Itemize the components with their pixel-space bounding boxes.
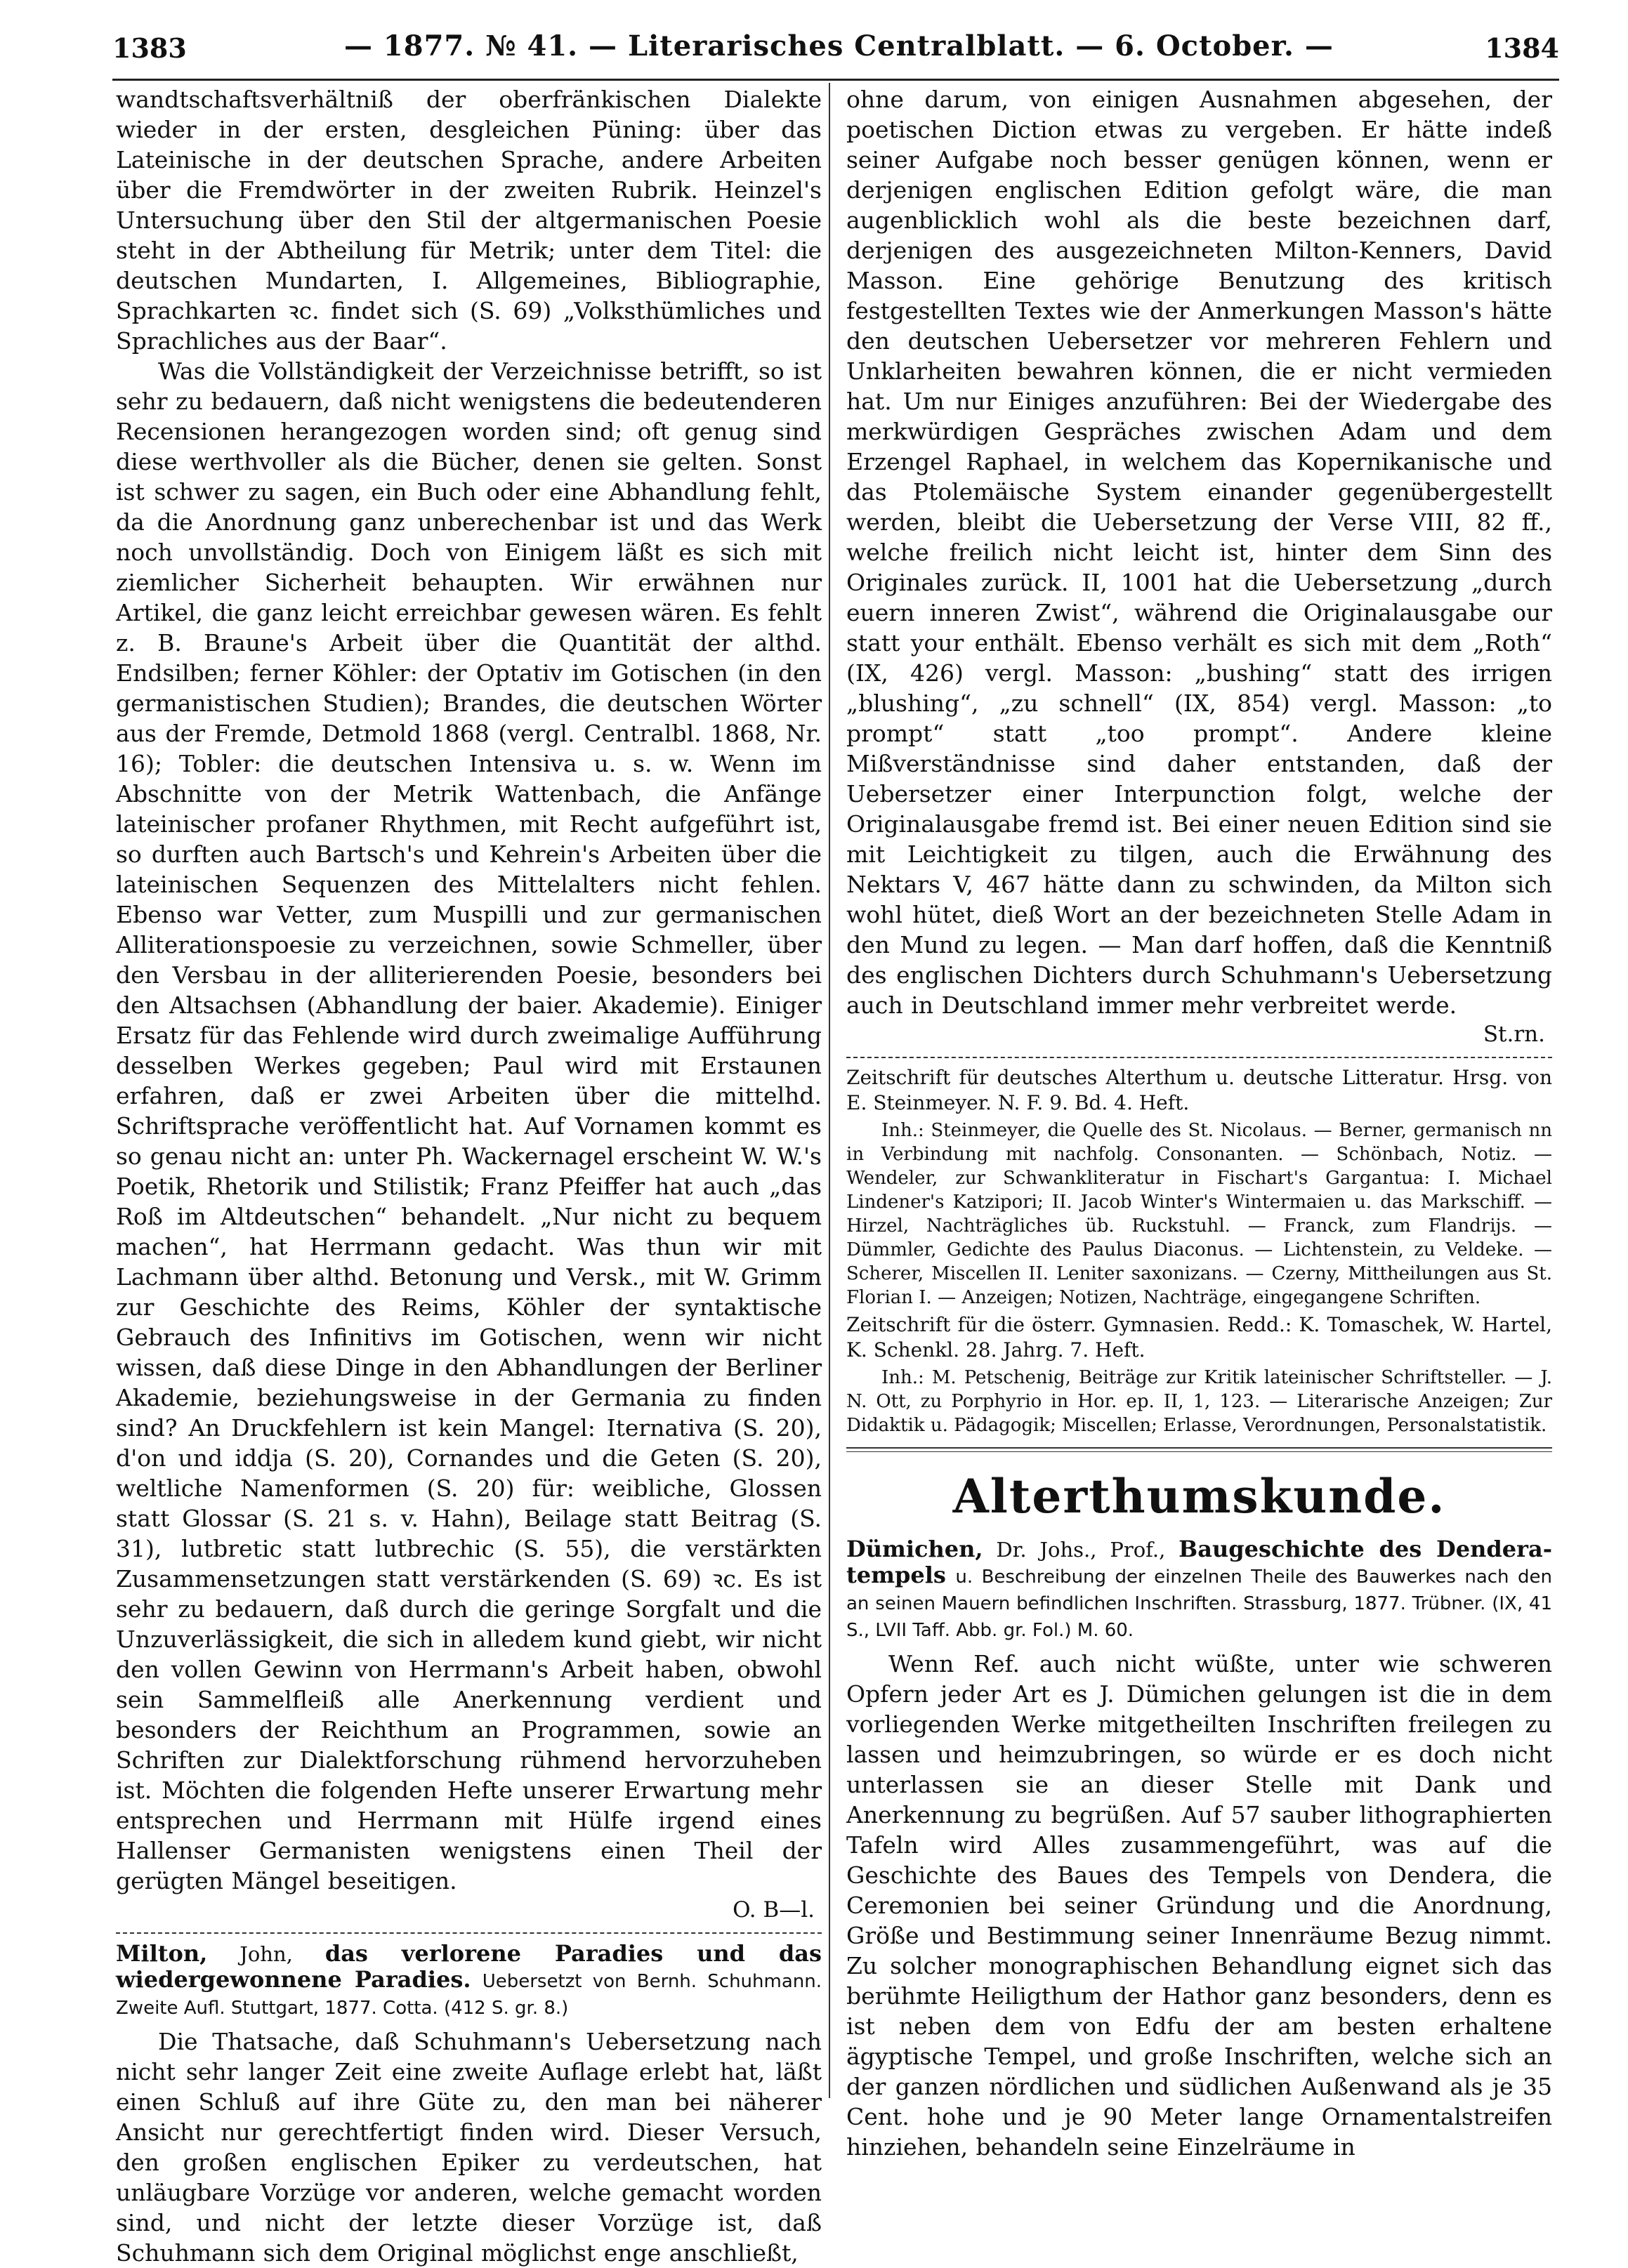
journal-1-contents: Inh.: Steinmeyer, die Quelle des St. Nicolaus. — Berner, germanisch nn in Verbindung mit nachfolg. Consonanten. — Schönbach, Notiz. — Wendeler, zur Schwankliteratur in Fischart's Gargantua: I. Michael Lindener's Katzipori; II. Jacob Winter's Wintermaien u. das Markschiff. — Hirzel, Nachträgliches üb. Ruckstuhl. — Franck, zum Flandrijs. — Dümmler, Gedichte des Paulus Diaconus. — Lichtenstein, zu Veldeke. — Scherer, Miscellen II. Leniter saxonizans. — Czerny, Mittheilungen aus St. Florian I. — Anzeigen; Notizen, Nachträge, eingegangene Schriften.: [846, 1120, 1552, 1308]
entry-details: Uebersetzt von Bernh. Schuhmann. Zweite Aufl. Stuttgart, 1877. Cotta. (412 S. gr. 8.): [116, 1971, 822, 2019]
signature-strn: St.rn.: [1483, 1022, 1545, 1047]
section-rule: [846, 1447, 1552, 1452]
signature-ob: O. B—l.: [733, 1897, 815, 1923]
page-header: [112, 27, 1559, 76]
entry-title: Baugeschichte des Dendera-tempels: [846, 1536, 1553, 1588]
right-paragraph-1: ohne darum, von einigen Ausnahmen abgesehen, der poetischen Diction etwas zu vergeben. Er hätte indeß seiner Aufgabe noch besser genügen können, wenn er derjenigen englischen Edition gefolgt wäre, die man augenblicklich wohl als die beste bezeichnen darf, derjenigen des ausgezeichneten Milton-Kenners, David Masson. Eine gehörige Benutzung des kritisch festgestellten Textes wie der Anmerkungen Masson's hätte den deutschen Uebersetzer vor mehreren Fehlern und Unklarheiten bewahren können, die er nicht vermieden hat. Um nur Einiges anzuführen: Bei der Wiedergabe des merkwürdigen Gespräches zwischen Adam und dem Erzengel Raphael, in welchem das Kopernikanische und das Ptolemäische System einander gegenübergestellt werden, bleibt die Uebersetzung der Verse VIII, 82 ff., welche freilich nicht leicht ist, hinter dem Sinn des Originales zurück. II, 1001 hat die Uebersetzung „durch euern inneren Zwist“, während die Originalausgabe our statt your enthält. Ebenso verhält es sich mit dem „Roth“ (IX, 426) vergl. Masson: „bushing“ statt des irrigen „blushing“, „zu schnell“ (IX, 854) vergl. Masson: „to prompt“ statt „too prompt“. Andere kleine Mißverständnisse sind daher entstanden, daß der Uebersetzer einer Interpunction folgt, welche der Originalausgabe fremd ist. Bei einer neuen Edition sind sie mit Leichtigkeit zu tilgen, auch die Erwähnung des Nektars V, 467 hätte dann zu schwinden, da Milton sich wohl hütet, dieß Wort an der bezeichneten Stelle Adam in den Mund zu legen. — Man darf hoffen, daß die Kenntniß des englischen Dichters durch Schuhmann's Uebersetzung auch in Deutschland immer mehr verbreitet werde.: [846, 86, 1552, 1019]
left-paragraph-2: Was die Vollständigkeit der Verzeichnisse betrifft, so ist sehr zu bedauern, daß nicht wenigstens die bedeutenderen Recensionen herangezogen worden sind; oft genug sind diese werthvoller als die Bücher, denen sie gelten. Sonst ist schwer zu sagen, ein Buch oder eine Abhandlung fehlt, da die Anordnung ganz unberechenbar ist und das Werk noch unvollständig. Doch von Einigem läßt es sich mit ziemlicher Sicherheit behaupten. Wir erwähnen nur Artikel, die ganz leicht erreichbar gewesen wären. Es fehlt z. B. Braune's Arbeit über die Quantität der althd. Endsilben; ferner Köhler: der Optativ im Gotischen (in den germanistischen Studien); Brandes, die deutschen Wörter aus der Fremde, Detmold 1868 (vergl. Centralbl. 1868, Nr. 16); Tobler: die deutschen Intensiva u. s. w. Wenn im Abschnitte von der Metrik Wattenbach, die Anfänge lateinischer profaner Rhythmen, mit Recht aufgeführt ist, so durften auch Bartsch's und Kehrein's Arbeiten über die lateinischen Sequenzen des Mittelalters nicht fehlen. Ebenso war Vetter, zum Muspilli und zur germanischen Alliterationspoesie zu verzeichnen, sowie Schmeller, über den Versbau in der alliterierenden Poesie, besonders bei den Altsachsen (Abhandlung der baier. Akademie). Einiger Ersatz für das Fehlende wird durch zweimalige Aufführung desselben Werkes gegeben; Paul wird mit Erstaunen erfahren, daß er zwei Arbeiten über die mittelhd. Schriftsprache veröffentlicht hat. Auf Vornamen kommt es so genau nicht an: unter Ph. Wackernagel erscheint W. W.'s Poetik, Rhetorik und Stilistik; Franz Pfeiffer hat auch „das Roß im Altdeutschen“ behandelt. „Nur nicht zu bequem machen“, hat Herrmann gedacht. Was thun wir mit Lachmann über althd. Betonung und Versk., mit W. Grimm zur Geschichte des Reims, Köhler der syntaktische Gebrauch des Infinitivs im Gotischen, wenn wir nicht wissen, daß diese Dinge in den Abhandlungen der Berliner Akademie, beziehungsweise in der Germania zu finden sind? An Druckfehlern ist kein Mangel: Iternativa (S. 20), d'on und iddja (S. 20), Cornandes und die Geten (S. 20), weltliche Namenformen (S. 20) für: weibliche, Glossen statt Glossar (S. 21 s. v. Hahn), Beilage statt Beitrag (S. 31), lutbretic statt lutbrechic (S. 55), die verstärkten Zusammensetzungen statt verstärkenden (S. 69) ꝛc. Es ist sehr zu bedauern, daß durch die geringe Sorgfalt und die Unzuverlässigkeit, die sich in alledem kund giebt, wir nicht den vollen Gewinn von Herrmann's Arbeit haben, obwohl sein Sammelfleiß alle Anerkennung verdient und besonders der Reichthum an Programmen, sowie an Schriften zur Dialektforschung rühmend hervorzuheben ist. Möchten die folgenden Hefte unserer Erwartung mehr entsprechen und Herrmann mit Hülfe irgend eines Hallenser Germanisten wenigstens einen Theil der gerügten Mängel beseitigen.: [116, 357, 822, 1894]
left-paragraph-1: wandtschaftsverhältniß der oberfränkischen Dialekte wieder in der ersten, desgleichen Püning: über das Lateinische in der deutschen Sprache, andere Arbeiten über die Fremdwörter in der zweiten Rubrik. Heinzel's Untersuchung über den Stil der altgermanischen Poesie steht in der Abtheilung für Metrik; unter dem Titel: die deutschen Mundarten, I. Allgemeines, Bibliographie, Sprachkarten ꝛc. findet sich (S. 69) „Volksthümliches und Sprachliches aus der Baar“.: [116, 86, 822, 355]
entry-title: das verlorene Paradies und das wiedergewonnene Paradies.: [116, 1940, 822, 1993]
journal-2-title: Zeitschrift für die österr. Gymnasien. Redd.: K. Tomaschek, W. Hartel, K. Schenkl. 28. Jahrg. 7. Heft.: [846, 1313, 1552, 1362]
entry-author: Milton,: [116, 1940, 208, 1967]
page-number-left: 1383: [112, 32, 187, 64]
section-title: Alterthumskunde.: [952, 1469, 1446, 1524]
left-paragraph-3: Die Thatsache, daß Schuhmann's Uebersetzung nach nicht sehr langer Zeit eine zweite Auflage erlebt hat, läßt einen Schluß auf ihre Güte zu, den man bei näherer Ansicht nur gerechtfertigt finden wird. Dieser Versuch, den großen englischen Epiker zu verdeutschen, hat unläugbare Vorzüge vor anderen, welche gemacht worden sind, und nicht der letzte dieser Vorzüge ist, daß Schuhmann sich dem Original möglichst enge anschließt,: [116, 2028, 822, 2267]
journal-1-title: Zeitschrift für deutsches Alterthum u. deutsche Litteratur. Hrsg. von E. Steinmeyer. N. F. 9. Bd. 4. Heft.: [846, 1066, 1552, 1114]
entry-forename: Dr. Johs., Prof.,: [996, 1538, 1166, 1562]
separator-rule: [116, 1932, 822, 1934]
separator-rule: [846, 1057, 1552, 1058]
page-number-right: 1384: [1485, 32, 1559, 64]
right-column: [846, 84, 1552, 2162]
journal-2-contents: Inh.: M. Petschenig, Beiträge zur Kritik lateinischer Schriftsteller. — J. N. Ott, zu Porphyrio in Hor. ep. II, 1, 123. — Literarische Anzeigen; Zur Didaktik u. Pädagogik; Miscellen; Erlasse, Verordnungen, Personalstatistik.: [846, 1367, 1552, 1436]
milton-bibliographic-entry: [116, 1941, 822, 2021]
entry-details: u. Beschreibung der einzelnen Theile des Bauwerkes nach den an seinen Mauern befindlichen Inschriften. Strassburg, 1877. Trübner. (IX, 41 S., LVII Taff. Abb. gr. Fol.) M. 60.: [846, 1567, 1552, 1641]
header-rule: [112, 79, 1559, 81]
column-divider: [829, 83, 830, 2098]
entry-author: Dümichen,: [846, 1536, 983, 1562]
left-column: [116, 84, 822, 2268]
duemichen-bibliographic-entry: [846, 1536, 1552, 1643]
entry-forename: John,: [239, 1942, 293, 1966]
right-paragraph-2: Wenn Ref. auch nicht wüßte, unter wie schweren Opfern jeder Art es J. Dümichen gelungen ist die in dem vorliegenden Werke mitgetheilten Inschriften freilegen zu lassen und heimzubringen, so würde er es doch nicht unterlassen sie an dieser Stelle mit Dank und Anerkennung zu begrüßen. Auf 57 sauber lithographierten Tafeln wird Alles zusammengeführt, was auf die Geschichte des Baues des Tempels von Dendera, die Ceremonien bei seiner Gründung und die Anordnung, Größe und Bestimmung seiner Innenräume Bezug nimmt. Zu solcher monographischen Behandlung eignet sich das berühmte Heiligthum der Hathor ganz besonders, denn es ist neben dem von Edfu der am besten erhaltene ägyptische Tempel, und große Inschriften, welche sich an der ganzen nördlichen und südlichen Außenwand als je 35 Cent. hohe und je 90 Meter lange Ornamentalstreifen hinziehen, behandeln seine Einzelräume in: [846, 1650, 1552, 2161]
running-head: — 1877. № 41. — Literarisches Centralblatt. — 6. October. —: [344, 29, 1334, 62]
